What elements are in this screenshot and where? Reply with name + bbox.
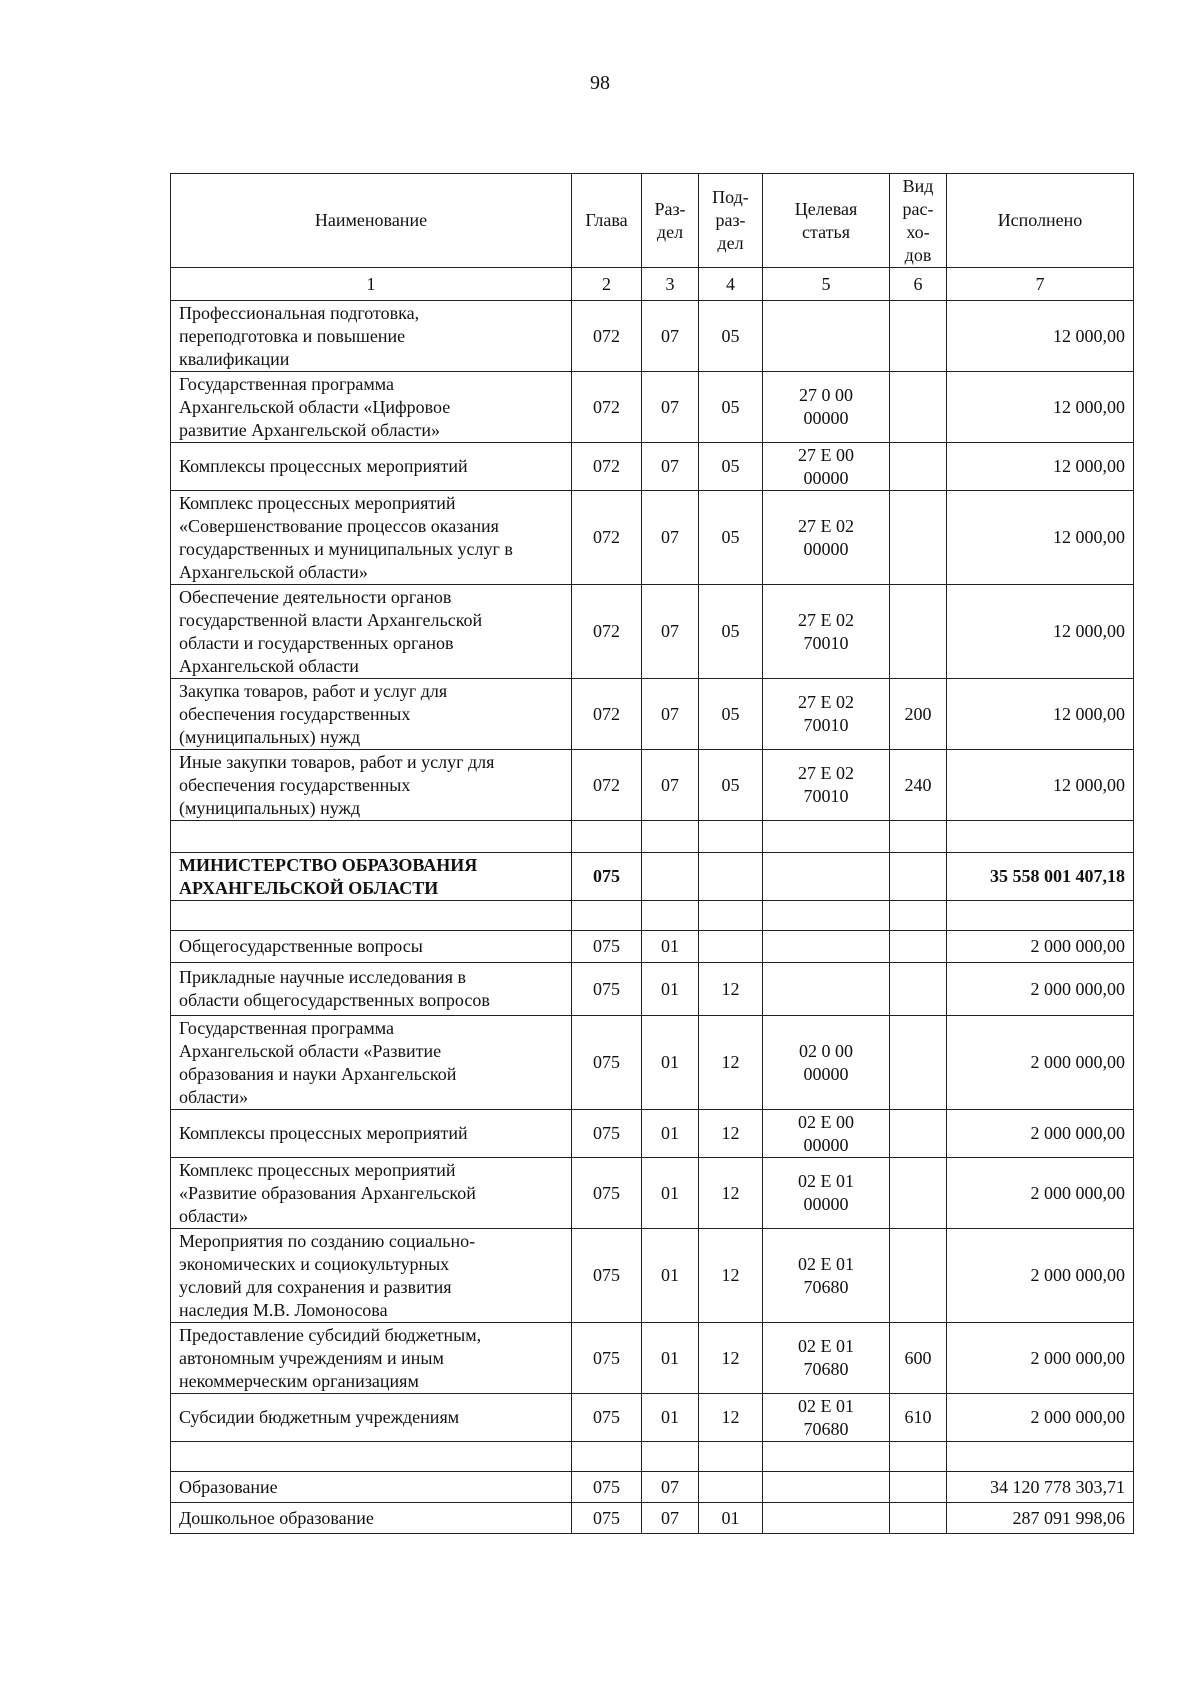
row-expense-type: 200 [890,679,947,750]
row-glava: 075 [572,1016,642,1110]
table-row [171,1229,1134,1323]
row-amount: 2 000 000,00 [947,1323,1134,1394]
row-target-article: 27 Е 02 70010 [763,679,890,750]
row-podrazdel [699,1472,763,1503]
row-target-article: 27 0 00 00000 [763,372,890,443]
table-row [171,1110,1134,1158]
row-podrazdel [699,821,763,853]
row-target-article: 02 0 00 00000 [763,1016,890,1110]
row-glava: 072 [572,750,642,821]
row-razdel: 01 [642,963,699,1016]
row-expense-type [890,931,947,963]
row-expense-type [890,1229,947,1323]
row-amount: 2 000 000,00 [947,963,1134,1016]
row-glava: 075 [572,1229,642,1323]
row-podrazdel: 05 [699,372,763,443]
row-name: Профессиональная подготовка, переподготовка и повышение квалификации [171,301,572,372]
row-expense-type [890,1472,947,1503]
row-glava [572,821,642,853]
row-podrazdel: 12 [699,1110,763,1158]
row-expense-type [890,1016,947,1110]
row-razdel: 07 [642,301,699,372]
column-number: 6 [890,268,947,301]
row-amount: 12 000,00 [947,443,1134,491]
row-expense-type [890,1158,947,1229]
row-expense-type: 600 [890,1323,947,1394]
row-name: Мероприятия по созданию социально- экономических и социокультурных условий для сохранения и развития наследия М.В. Ломоносова [171,1229,572,1323]
row-razdel [642,1442,699,1472]
row-glava: 072 [572,372,642,443]
table-row [171,301,1134,372]
row-podrazdel: 05 [699,443,763,491]
row-razdel: 07 [642,443,699,491]
header-razdel: Раз- дел [642,174,699,268]
row-expense-type [890,821,947,853]
row-amount: 12 000,00 [947,750,1134,821]
row-razdel: 07 [642,585,699,679]
header-podrazdel: Под- раз- дел [699,174,763,268]
row-target-article: 27 Е 02 70010 [763,750,890,821]
row-name: Образование [171,1472,572,1503]
row-name: Предоставление субсидий бюджетным, автономным учреждениям и иным некоммерческим организациям [171,1323,572,1394]
row-name: Комплексы процессных мероприятий [171,443,572,491]
row-target-article: 02 Е 01 70680 [763,1394,890,1442]
row-glava: 075 [572,1110,642,1158]
row-razdel [642,853,699,901]
row-razdel: 07 [642,491,699,585]
row-target-article [763,821,890,853]
row-glava: 075 [572,931,642,963]
table-row [171,963,1134,1016]
row-razdel: 01 [642,1016,699,1110]
row-expense-type [890,585,947,679]
row-expense-type [890,853,947,901]
row-target-article: 02 Е 00 00000 [763,1110,890,1158]
row-target-article: 27 Е 00 00000 [763,443,890,491]
row-amount: 2 000 000,00 [947,931,1134,963]
row-expense-type: 240 [890,750,947,821]
page-number: 98 [590,72,610,94]
row-target-article: 02 Е 01 70680 [763,1323,890,1394]
row-target-article [763,963,890,1016]
row-name: Субсидии бюджетным учреждениям [171,1394,572,1442]
row-expense-type [890,1503,947,1534]
row-razdel: 07 [642,1472,699,1503]
row-target-article [763,301,890,372]
row-razdel: 01 [642,1323,699,1394]
row-target-article [763,931,890,963]
row-name [171,821,572,853]
row-name: Комплексы процессных мероприятий [171,1110,572,1158]
table-row [171,1472,1134,1503]
row-target-article: 27 Е 02 70010 [763,585,890,679]
row-amount: 12 000,00 [947,585,1134,679]
row-podrazdel: 05 [699,585,763,679]
row-podrazdel [699,853,763,901]
header-executed: Исполнено [947,174,1134,268]
row-glava: 072 [572,679,642,750]
header-vid: Вид рас- хо- дов [890,174,947,268]
row-name: Закупка товаров, работ и услуг для обеспечения государственных (муниципальных) нужд [171,679,572,750]
row-target-article [763,1442,890,1472]
table-row [171,1158,1134,1229]
row-amount: 2 000 000,00 [947,1158,1134,1229]
row-razdel: 07 [642,750,699,821]
table-row-empty [171,821,1134,853]
column-number: 4 [699,268,763,301]
row-glava [572,1442,642,1472]
row-name [171,1442,572,1472]
row-expense-type [890,963,947,1016]
row-amount: 2 000 000,00 [947,1229,1134,1323]
row-glava: 075 [572,1158,642,1229]
row-target-article: 27 Е 02 00000 [763,491,890,585]
row-podrazdel [699,931,763,963]
table-row [171,1016,1134,1110]
row-podrazdel: 12 [699,1229,763,1323]
row-glava: 075 [572,853,642,901]
row-amount: 35 558 001 407,18 [947,853,1134,901]
row-amount [947,901,1134,931]
row-glava: 075 [572,1323,642,1394]
row-name: Государственная программа Архангельской области «Цифровое развитие Архангельской области» [171,372,572,443]
row-expense-type: 610 [890,1394,947,1442]
row-amount: 2 000 000,00 [947,1110,1134,1158]
row-podrazdel: 05 [699,491,763,585]
row-razdel [642,901,699,931]
row-razdel [642,821,699,853]
table-row [171,1394,1134,1442]
row-razdel: 07 [642,372,699,443]
row-amount: 34 120 778 303,71 [947,1472,1134,1503]
row-target-article [763,1503,890,1534]
row-expense-type [890,443,947,491]
row-glava: 072 [572,585,642,679]
row-podrazdel: 12 [699,963,763,1016]
row-amount: 12 000,00 [947,679,1134,750]
row-name [171,901,572,931]
row-name: Общегосударственные вопросы [171,931,572,963]
row-target-article [763,1472,890,1503]
table-row [171,372,1134,443]
row-glava: 072 [572,443,642,491]
table-row [171,679,1134,750]
row-podrazdel: 01 [699,1503,763,1534]
column-number-row [171,268,1134,301]
row-razdel: 07 [642,1503,699,1534]
row-razdel: 01 [642,1394,699,1442]
row-podrazdel: 05 [699,750,763,821]
row-target-article: 02 Е 01 70680 [763,1229,890,1323]
row-expense-type [890,301,947,372]
row-podrazdel: 12 [699,1016,763,1110]
row-expense-type [890,1442,947,1472]
row-name: Прикладные научные исследования в области общегосударственных вопросов [171,963,572,1016]
row-name: Комплекс процессных мероприятий «Развитие образования Архангельской области» [171,1158,572,1229]
column-number: 1 [171,268,572,301]
row-name: Иные закупки товаров, работ и услуг для обеспечения государственных (муниципальных) нужд [171,750,572,821]
column-number: 3 [642,268,699,301]
table-row [171,491,1134,585]
table-row-empty [171,901,1134,931]
row-target-article: 02 Е 01 00000 [763,1158,890,1229]
row-amount [947,821,1134,853]
row-amount: 12 000,00 [947,301,1134,372]
table-row [171,1323,1134,1394]
row-target-article [763,853,890,901]
row-expense-type [890,372,947,443]
row-glava: 075 [572,1472,642,1503]
row-glava: 075 [572,1503,642,1534]
row-target-article [763,901,890,931]
table-row [171,1503,1134,1534]
row-podrazdel [699,901,763,931]
table-row-empty [171,1442,1134,1472]
row-razdel: 01 [642,1158,699,1229]
row-glava: 072 [572,301,642,372]
row-podrazdel: 05 [699,301,763,372]
table-row [171,853,1134,901]
table-row [171,931,1134,963]
budget-table [170,173,1134,1534]
row-razdel: 01 [642,931,699,963]
row-razdel: 01 [642,1110,699,1158]
row-podrazdel [699,1442,763,1472]
column-number: 5 [763,268,890,301]
row-podrazdel: 05 [699,679,763,750]
row-amount: 12 000,00 [947,372,1134,443]
row-glava: 075 [572,1394,642,1442]
row-glava: 072 [572,491,642,585]
row-glava [572,901,642,931]
row-name: Комплекс процессных мероприятий «Совершенствование процессов оказания государственных и муниципальных услуг в Архангельской области» [171,491,572,585]
row-name: Государственная программа Архангельской области «Развитие образования и науки Архангельской области» [171,1016,572,1110]
table-body [171,301,1134,1534]
table-row [171,443,1134,491]
row-amount: 287 091 998,06 [947,1503,1134,1534]
row-expense-type [890,901,947,931]
row-name: Обеспечение деятельности органов государственной власти Архангельской области и государственных органов Архангельской области [171,585,572,679]
row-amount: 2 000 000,00 [947,1016,1134,1110]
column-number: 7 [947,268,1134,301]
row-name: МИНИСТЕРСТВО ОБРАЗОВАНИЯ АРХАНГЕЛЬСКОЙ ОБЛАСТИ [171,853,572,901]
row-podrazdel: 12 [699,1394,763,1442]
row-razdel: 01 [642,1229,699,1323]
row-amount [947,1442,1134,1472]
row-amount: 2 000 000,00 [947,1394,1134,1442]
row-podrazdel: 12 [699,1158,763,1229]
row-expense-type [890,491,947,585]
row-podrazdel: 12 [699,1323,763,1394]
row-expense-type [890,1110,947,1158]
table-header-row [171,174,1134,268]
table-row [171,750,1134,821]
table-row [171,585,1134,679]
row-amount: 12 000,00 [947,491,1134,585]
column-number: 2 [572,268,642,301]
header-name: Наименование [171,174,572,268]
header-target: Целевая статья [763,174,890,268]
row-razdel: 07 [642,679,699,750]
header-glava: Глава [572,174,642,268]
row-glava: 075 [572,963,642,1016]
row-name: Дошкольное образование [171,1503,572,1534]
